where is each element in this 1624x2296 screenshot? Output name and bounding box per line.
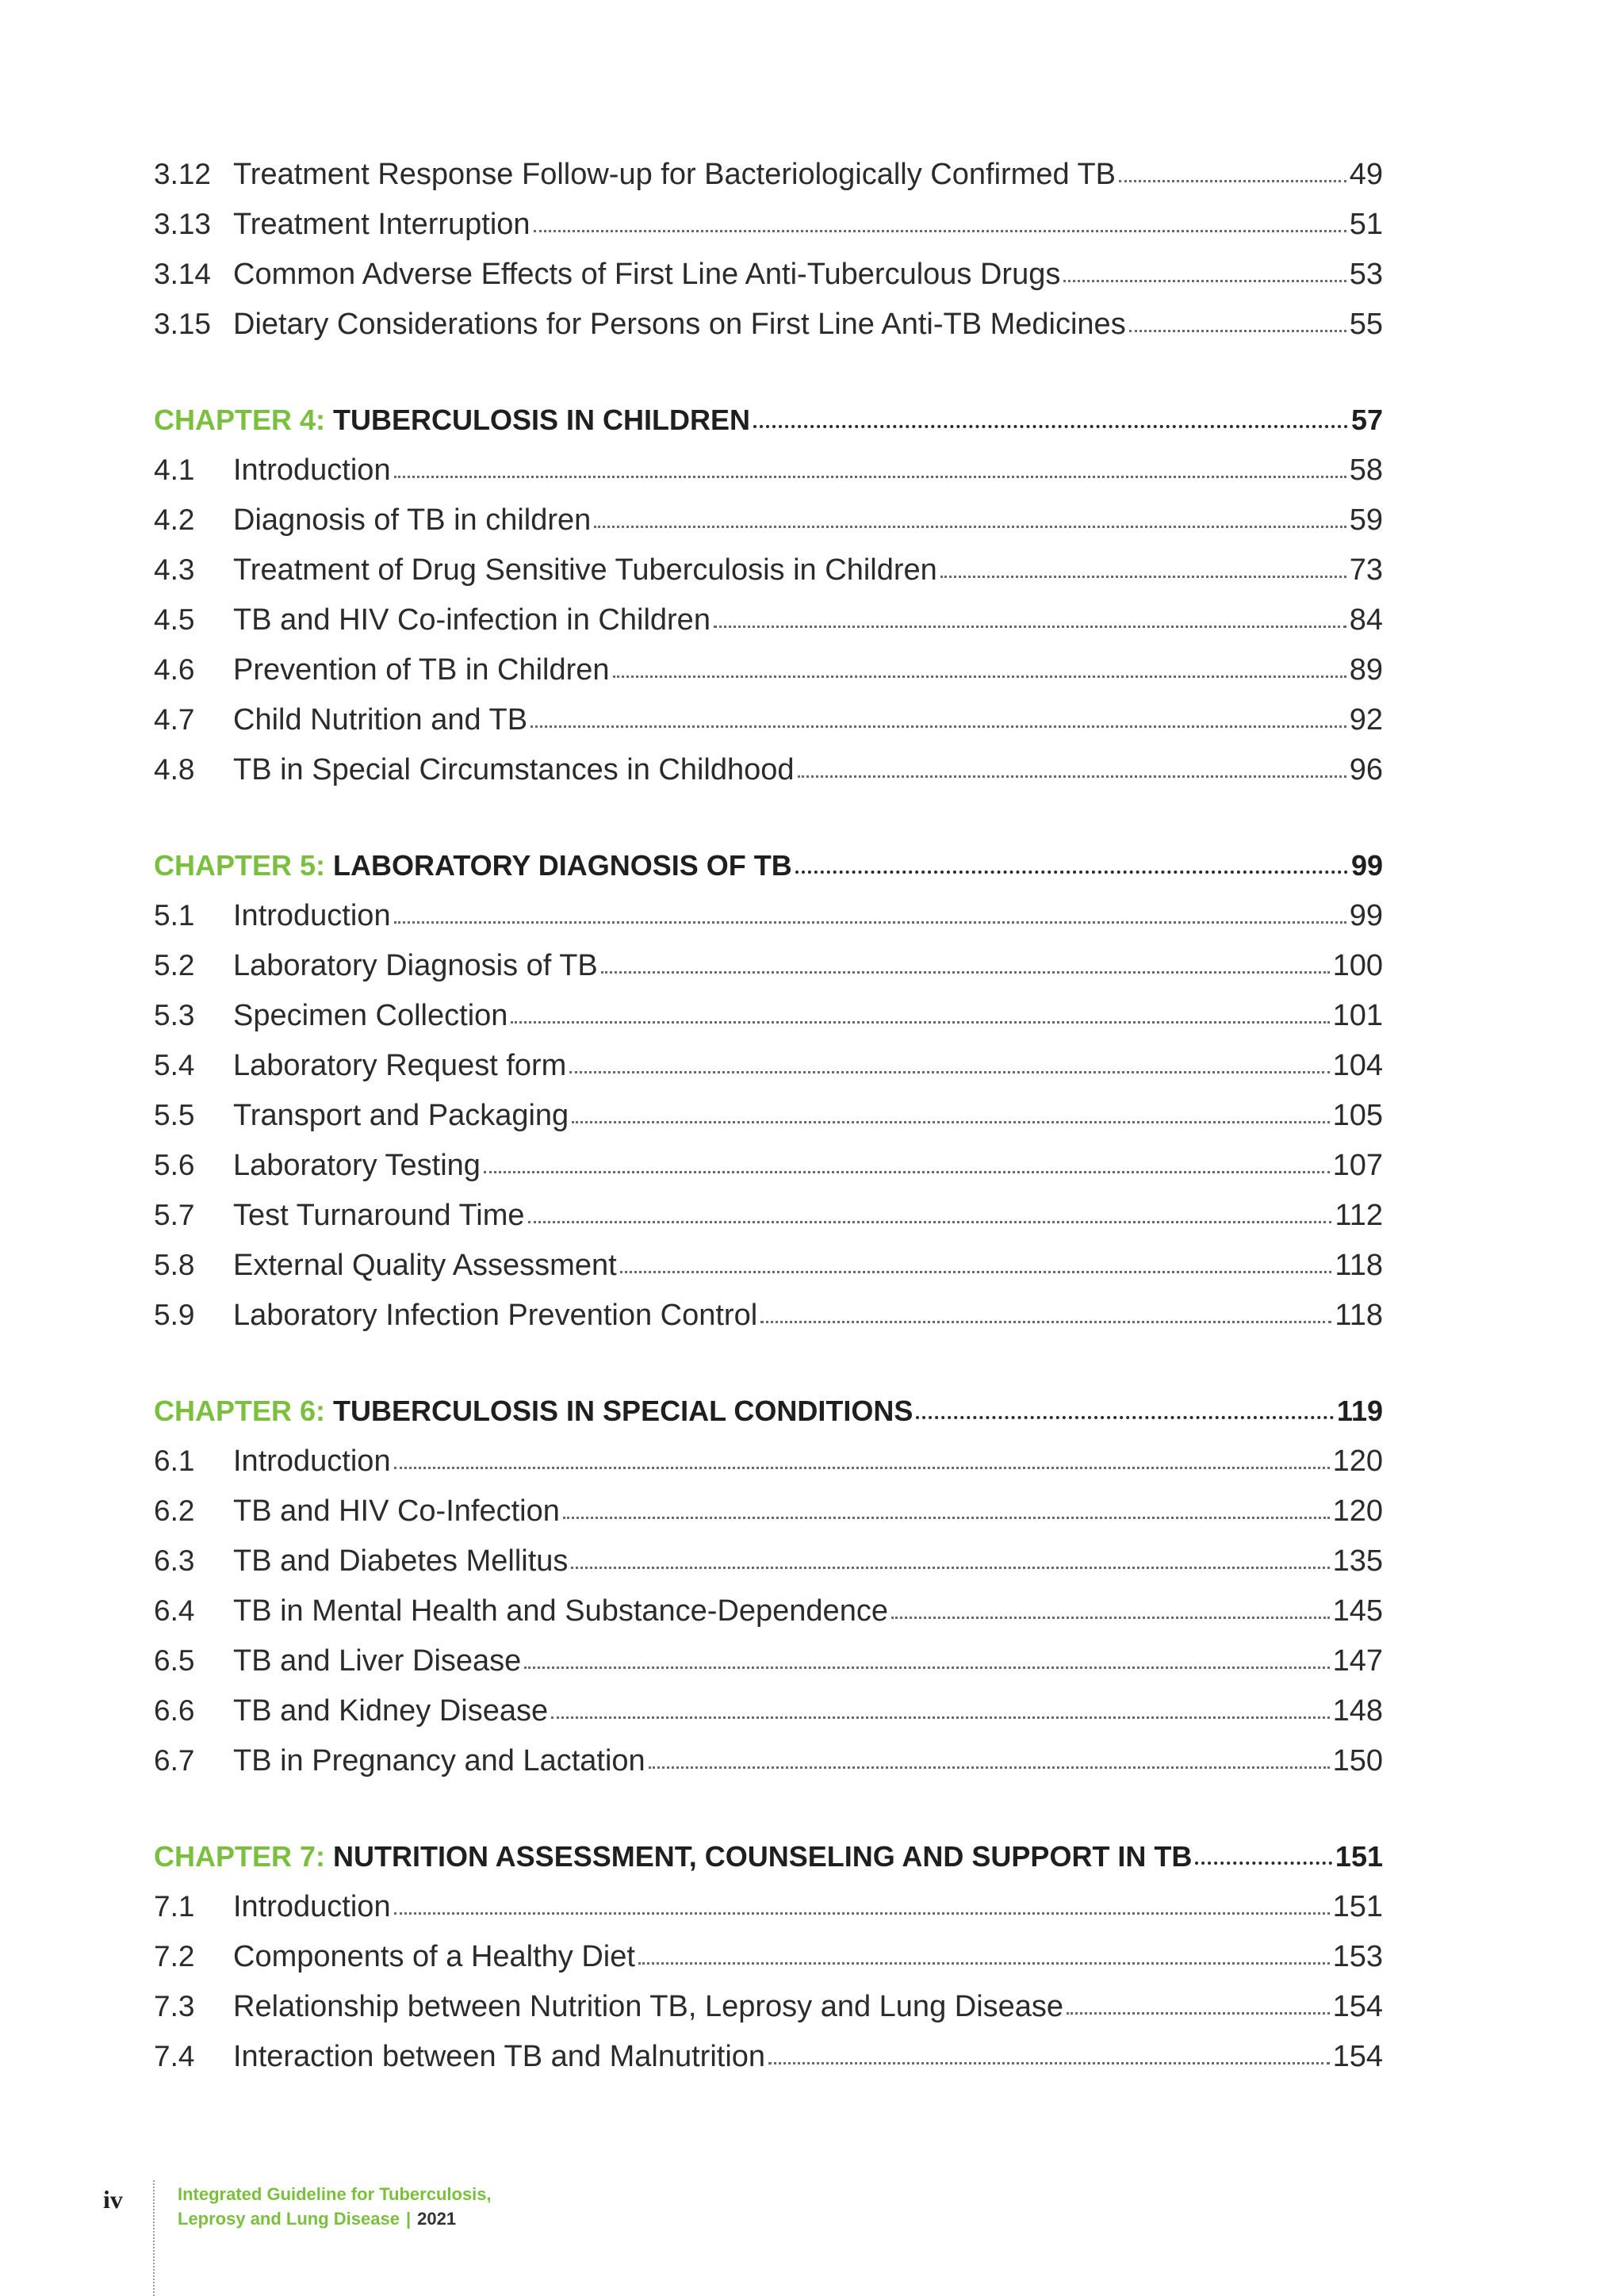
section-title: TB and HIV Co-Infection (233, 1494, 560, 1528)
section-title: TB and Diabetes Mellitus (233, 1544, 569, 1578)
dot-leader (1119, 178, 1346, 182)
section-number: 5.9 (154, 1299, 195, 1331)
section-title: Dietary Considerations for Persons on First Line Anti-TB Medicines (233, 308, 1126, 341)
dot-leader (1195, 1859, 1331, 1865)
section-number: 4.8 (154, 753, 195, 786)
toc-entry (154, 1981, 1383, 2031)
section-number: 6.6 (154, 1694, 195, 1727)
section-number: 3.12 (154, 158, 212, 190)
toc-entry (154, 695, 1383, 744)
section-title: Specimen Collection (233, 999, 508, 1032)
dot-leader (714, 623, 1346, 628)
section-title: Treatment Response Follow-up for Bacteriologically Confirmed TB (233, 158, 1116, 191)
section-number: 7.1 (154, 1890, 195, 1923)
chapter-label: CHAPTER 7: (154, 1840, 326, 1873)
toc-entry (154, 1636, 1383, 1686)
page-number: iv (103, 2185, 123, 2214)
section-title: Transport and Packaging (233, 1099, 569, 1132)
section-page-number: 151 (1332, 1890, 1383, 1923)
section-title: Diagnosis of TB in children (233, 503, 592, 537)
section-title: TB and HIV Co-infection in Children (233, 603, 710, 637)
section-number: 5.2 (154, 949, 195, 982)
section-title: TB and Liver Disease (233, 1644, 522, 1678)
section-number: 4.5 (154, 603, 195, 636)
section-number: 5.3 (154, 999, 195, 1031)
chapter-page-number: 57 (1350, 404, 1383, 436)
chapter-label: CHAPTER 4: (154, 404, 326, 436)
toc-entry (154, 1090, 1383, 1140)
dot-leader (528, 1219, 1332, 1223)
chapter-title: TUBERCULOSIS IN SPECIAL CONDITIONS (333, 1395, 914, 1427)
section-number: 5.8 (154, 1249, 195, 1281)
toc-entry (154, 1140, 1383, 1190)
toc-entry (154, 445, 1383, 495)
section-number: 5.4 (154, 1049, 195, 1081)
toc-entry (154, 149, 1383, 199)
section-page-number: 96 (1349, 753, 1383, 786)
toc-entry (154, 645, 1383, 695)
section-title: TB in Special Circumstances in Childhood (233, 753, 795, 786)
chapter-title: NUTRITION ASSESSMENT, COUNSELING AND SUPPORT IN TB (333, 1840, 1193, 1873)
footer-title-line-2-text: Leprosy and Lung Disease (178, 2209, 400, 2229)
dot-leader (638, 1960, 1330, 1965)
toc-entry (154, 1931, 1383, 1981)
toc-entry (154, 1686, 1383, 1735)
toc-chapter-heading (154, 1386, 1383, 1436)
dot-leader (1063, 277, 1346, 282)
toc-chapter-heading (154, 395, 1383, 445)
section-number: 6.1 (154, 1445, 195, 1477)
toc-entry (154, 1290, 1383, 1340)
dot-leader (768, 2060, 1330, 2064)
section-page-number: 154 (1332, 2040, 1383, 2073)
dot-leader (753, 423, 1348, 428)
toc-entry (154, 595, 1383, 645)
chapter-page-number: 119 (1336, 1395, 1383, 1427)
dot-leader (1129, 327, 1346, 332)
dot-leader (524, 1664, 1329, 1669)
section-page-number: 118 (1335, 1299, 1383, 1332)
toc-entry (154, 1536, 1383, 1586)
section-page-number: 101 (1332, 999, 1383, 1032)
dot-leader (572, 1119, 1329, 1123)
chapter-title: LABORATORY DIAGNOSIS OF TB (333, 849, 792, 882)
dot-leader (795, 868, 1348, 874)
dot-leader (394, 473, 1346, 478)
toc-entry (154, 545, 1383, 595)
dot-leader (891, 1614, 1330, 1619)
section-number: 7.4 (154, 2040, 195, 2072)
dot-leader (571, 1564, 1329, 1569)
section-page-number: 145 (1332, 1594, 1383, 1628)
toc-entry (154, 1881, 1383, 1931)
section-title: TB and Kidney Disease (233, 1694, 549, 1728)
section-number: 7.2 (154, 1940, 195, 1973)
toc-chapter-heading (154, 840, 1383, 890)
chapter-page-number: 151 (1335, 1840, 1383, 1873)
footer-title-line-2 (178, 2206, 492, 2231)
section-title: TB in Pregnancy and Lactation (233, 1744, 645, 1777)
section-title: Interaction between TB and Malnutrition (233, 2040, 766, 2073)
dot-leader (916, 1414, 1334, 1419)
section-number: 4.7 (154, 703, 195, 736)
chapter-page-number: 99 (1350, 849, 1383, 882)
dot-leader (940, 573, 1346, 578)
section-number: 4.2 (154, 503, 195, 536)
dot-leader (534, 228, 1346, 232)
toc-entry (154, 199, 1383, 249)
toc-entry (154, 1040, 1383, 1090)
section-page-number: 120 (1332, 1494, 1383, 1528)
toc-entry (154, 1240, 1383, 1290)
section-number: 5.1 (154, 899, 195, 932)
toc-entry (154, 1735, 1383, 1785)
toc-entry (154, 495, 1383, 545)
dot-leader (798, 773, 1346, 778)
toc-entry (154, 890, 1383, 940)
section-page-number: 49 (1349, 158, 1383, 191)
section-title: Treatment of Drug Sensitive Tuberculosis in Children (233, 553, 937, 587)
dot-leader (594, 523, 1346, 528)
section-page-number: 112 (1335, 1199, 1383, 1232)
section-page-number: 120 (1332, 1445, 1383, 1478)
toc-entry (154, 1486, 1383, 1536)
section-title: External Quality Assessment (233, 1249, 617, 1282)
toc-chapter-heading (154, 1831, 1383, 1881)
dot-leader (511, 1019, 1329, 1024)
toc-entry (154, 1436, 1383, 1486)
dot-leader (563, 1514, 1330, 1519)
section-page-number: 59 (1349, 503, 1383, 537)
dot-leader (760, 1318, 1331, 1323)
toc-entry (154, 990, 1383, 1040)
section-page-number: 92 (1349, 703, 1383, 737)
section-page-number: 84 (1349, 603, 1383, 637)
section-number: 3.15 (154, 308, 212, 340)
page-footer (0, 2172, 1624, 2296)
dot-leader (601, 969, 1330, 974)
section-number: 6.5 (154, 1644, 195, 1677)
section-title: Introduction (233, 1890, 391, 1923)
section-page-number: 73 (1349, 553, 1383, 587)
section-page-number: 148 (1332, 1694, 1383, 1728)
section-page-number: 89 (1349, 653, 1383, 687)
section-number: 6.4 (154, 1594, 195, 1627)
section-page-number: 154 (1332, 1990, 1383, 2023)
section-page-number: 147 (1332, 1644, 1383, 1678)
section-title: Introduction (233, 453, 391, 487)
section-number: 5.7 (154, 1199, 195, 1231)
dot-leader (649, 1764, 1330, 1769)
toc-entry (154, 1190, 1383, 1240)
section-page-number: 53 (1349, 258, 1383, 291)
dot-leader (551, 1714, 1329, 1719)
dot-leader (394, 1464, 1330, 1469)
section-title: Child Nutrition and TB (233, 703, 528, 737)
chapter-label: CHAPTER 6: (154, 1395, 326, 1427)
section-title: Common Adverse Effects of First Line Anti-Tuberculous Drugs (233, 258, 1061, 291)
footer-title-line-1: Integrated Guideline for Tuberculosis, (178, 2184, 492, 2204)
section-title: Introduction (233, 899, 391, 932)
section-number: 7.3 (154, 1990, 195, 2022)
section-page-number: 107 (1332, 1149, 1383, 1182)
section-page-number: 100 (1332, 949, 1383, 982)
section-title: Test Turnaround Time (233, 1199, 525, 1232)
section-title: Laboratory Testing (233, 1149, 481, 1182)
section-page-number: 99 (1349, 899, 1383, 932)
table-of-contents (154, 149, 1383, 2081)
section-title: Laboratory Infection Prevention Control (233, 1299, 758, 1332)
section-page-number: 135 (1332, 1544, 1383, 1578)
toc-entry (154, 940, 1383, 990)
dot-leader (1067, 2010, 1330, 2015)
toc-entry (154, 299, 1383, 349)
chapter-title: TUBERCULOSIS IN CHILDREN (333, 404, 751, 436)
toc-entry (154, 2031, 1383, 2081)
footer-year: 2021 (417, 2209, 457, 2229)
section-title: Laboratory Request form (233, 1049, 567, 1082)
section-page-number: 51 (1349, 208, 1383, 241)
section-number: 5.6 (154, 1149, 195, 1181)
dot-leader (613, 673, 1346, 678)
section-page-number: 105 (1332, 1099, 1383, 1132)
section-page-number: 118 (1335, 1249, 1383, 1282)
dot-leader (530, 723, 1346, 728)
section-number: 6.3 (154, 1544, 195, 1577)
section-page-number: 150 (1332, 1744, 1383, 1777)
section-page-number: 104 (1332, 1049, 1383, 1082)
section-number: 5.5 (154, 1099, 195, 1131)
section-number: 4.6 (154, 653, 195, 686)
section-title: Treatment Interruption (233, 208, 530, 241)
dot-leader (620, 1269, 1332, 1273)
chapter-label: CHAPTER 5: (154, 849, 326, 882)
dot-leader (394, 1910, 1330, 1915)
section-number: 6.2 (154, 1494, 195, 1527)
section-page-number: 58 (1349, 453, 1383, 487)
section-number: 4.1 (154, 453, 195, 486)
section-number: 3.13 (154, 208, 212, 240)
section-title: Components of a Healthy Diet (233, 1940, 635, 1973)
section-number: 3.14 (154, 258, 212, 290)
footer-separator: | (405, 2209, 412, 2229)
section-title: Relationship between Nutrition TB, Leprosy and Lung Disease (233, 1990, 1064, 2023)
footer-divider (153, 2180, 155, 2296)
section-title: Introduction (233, 1445, 391, 1478)
section-page-number: 55 (1349, 308, 1383, 341)
section-title: Prevention of TB in Children (233, 653, 610, 687)
section-title: Laboratory Diagnosis of TB (233, 949, 598, 982)
toc-entry (154, 744, 1383, 794)
dot-leader (569, 1069, 1329, 1073)
section-number: 4.3 (154, 553, 195, 586)
section-page-number: 153 (1332, 1940, 1383, 1973)
dot-leader (394, 919, 1346, 924)
dot-leader (484, 1169, 1330, 1173)
toc-entry (154, 249, 1383, 299)
toc-entry (154, 1586, 1383, 1636)
section-title: TB in Mental Health and Substance-Dependence (233, 1594, 888, 1628)
footer-publication-title (178, 2182, 492, 2231)
section-number: 6.7 (154, 1744, 195, 1777)
